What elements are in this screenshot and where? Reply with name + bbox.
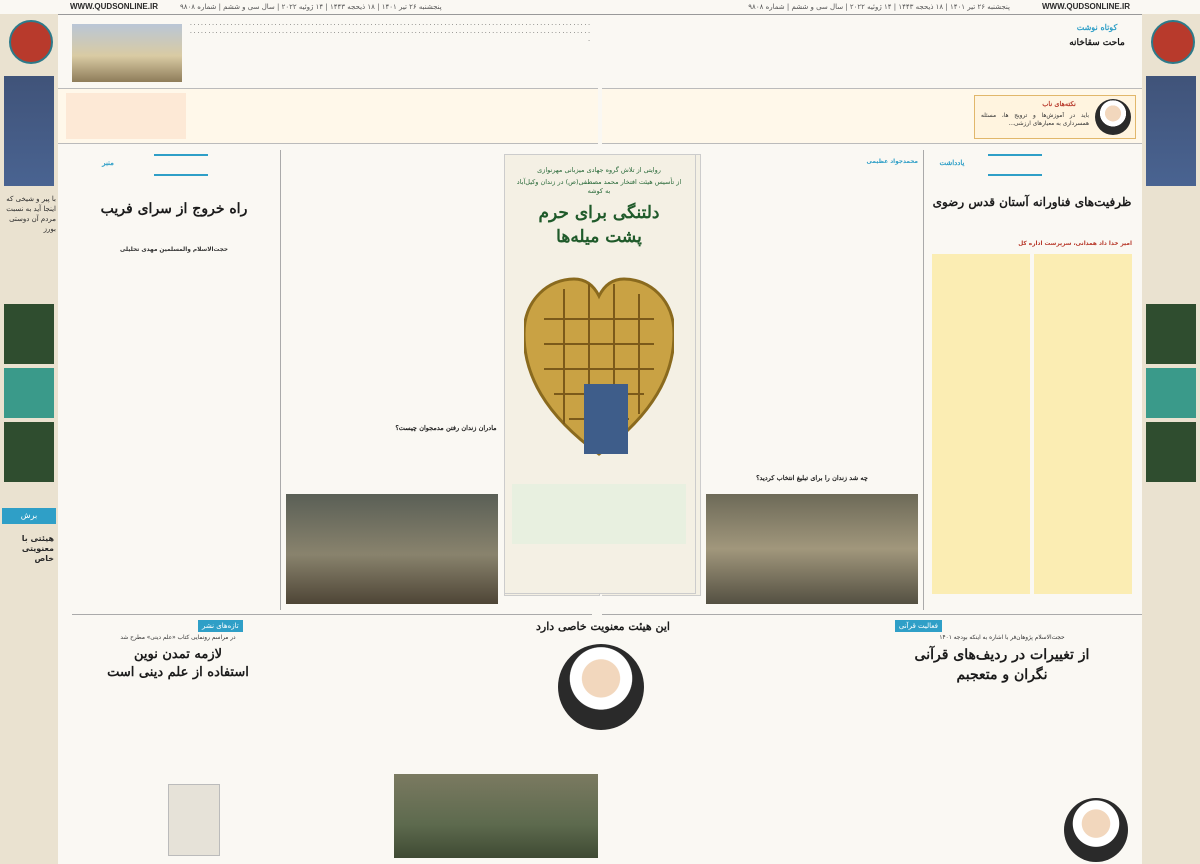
minbar-kicker: منبر [102, 158, 114, 167]
bottom-title-2: نگران و متعجبم [956, 667, 1048, 683]
bottom-divider [602, 614, 1142, 615]
meeting-photo [706, 494, 918, 604]
news-column-1 [78, 690, 174, 860]
center-headline: این هیئت معنویت خاصی دارد [536, 620, 670, 633]
poster-subtitle-1: روایتی از تلاش گروه جهادی میزبانی مهرنوازی [537, 166, 661, 174]
center-cleric-portrait [558, 644, 644, 730]
lead-column-1 [932, 254, 1030, 594]
poster-title-1: دلتنگی برای حرم [538, 203, 660, 223]
center-right-bottom-column-2 [716, 620, 856, 860]
minbar-column-2 [176, 258, 274, 598]
news-kicker: تازه‌های نشر [198, 620, 243, 632]
news-title-2: استفاده از علم دینی است [107, 665, 249, 680]
minbar-title: راه خروج از سرای فریب [100, 201, 248, 217]
quote-strip-right [602, 88, 1142, 144]
strip-cell [462, 93, 592, 139]
quds-logo-right [1151, 20, 1195, 64]
interview-column-1 [814, 172, 918, 472]
side-title-left: هیئتی با معنویتی خاص [21, 534, 54, 563]
interview-column-2 [706, 154, 810, 472]
lead-author: امیر خدا داد همدانی، سرپرست اداره کل [1018, 241, 1132, 247]
bottom-lead: حجت‌الاسلام پژوهان‌فر با اشاره به اینکه بودجه ۱۴۰۱ [939, 635, 1065, 641]
news-title-1: لازمه تمدن نوین [133, 647, 223, 662]
author-name: محمدجواد عظیمی [866, 159, 918, 165]
column-divider [923, 150, 924, 610]
middle-column-1 [286, 154, 390, 424]
quote-author-portrait [1095, 99, 1131, 135]
site-url-left[interactable]: WWW.QUDSONLINE.IR [70, 2, 158, 11]
center-bottom-column [286, 620, 390, 860]
quote-title: نکته‌های ناب [1042, 100, 1076, 108]
prayer-photo [394, 774, 598, 858]
left-sidebar [0, 14, 58, 864]
calligraphy-panel-left [4, 76, 54, 186]
lead-column-2 [1034, 254, 1132, 594]
middle-column-2 [394, 154, 498, 424]
lead-kicker: یادداشت [939, 158, 965, 167]
main-content [58, 14, 1142, 864]
quote-box [974, 95, 1136, 139]
short-column-title: ماحت سقاخانه [1069, 38, 1125, 48]
heart-lattice-graphic [524, 264, 674, 464]
poster [504, 154, 696, 594]
book-cover [168, 784, 220, 856]
poster-title-2: پشت میله‌ها [556, 227, 642, 247]
strip-cell [330, 93, 450, 139]
lead-title: ظرفیت‌های فناورانه آستان قدس رضوی [932, 195, 1132, 209]
bottom-column-1 [872, 694, 1002, 860]
strip-cell [66, 93, 186, 139]
bottom-divider [72, 614, 592, 615]
box-question: چه شد زندان را برای تبلیغ انتخاب کردید؟ [756, 474, 868, 482]
bottom-title-1: از تغییرات در ردیف‌های قرآنی [914, 647, 1090, 663]
strip-cell [198, 93, 318, 139]
short-kicker: کوتاه نوشت [1076, 22, 1118, 32]
top-text-left: . . . . . . . . . . . . . . . . . . . . . . . . . . . . . . . . . . . . . . . . . . . . . . . . . . . . . . . . . . . . . . . . . . . . . . . . . . . . . . . . . . . . . . . . . . . . . . . . . . . . . . . . . . . . . . . . . . . . . . . . . . . . . . . . . . . . . . . . . . . . . . . . . . . . . . . . . . . . . . . . . . . . . . . . . . . . . . . . . . . . . . . . . . . . . . . . . . . . . . . . . . . . . . . . . . . . . . . . . . . [190, 21, 590, 44]
poster-subtitle-2: از تأسیس هیئت افتخار محمد مصطفی(ص) در زندان وکیل‌آباد به کوشه [516, 178, 682, 195]
side-tab-left: برش [2, 508, 56, 524]
issue-date-right: پنجشنبه ۲۶ تیر ۱۴۰۱ | ۱۸ ذیحجه ۱۴۴۳ | ۱۴ ژوئیه ۲۰۲۲ | سال سی و ششم | شماره ۹۸۰۸ [748, 3, 1010, 11]
issue-date-left: پنجشنبه ۲۶ تیر ۱۴۰۱ | ۱۸ ذیحجه ۱۴۴۳ | ۱۴ ژوئیه ۲۰۲۲ | سال سی و ششم | شماره ۹۸۰۸ [180, 3, 442, 11]
poster-content [504, 154, 694, 592]
quote-text: باید در آموزش‌ها و ترویج ها، مسئله همسرداری به معیارهای ارزشی... [981, 113, 1089, 128]
top-bar [0, 0, 1200, 15]
rawaq-logo-right [1146, 304, 1196, 494]
right-sidebar [1142, 14, 1200, 864]
bottom-column-2 [1006, 694, 1132, 794]
quote-strip-left [58, 88, 598, 144]
rawaq-logo-left [4, 304, 54, 494]
site-url-right[interactable]: WWW.QUDSONLINE.IR [1042, 2, 1130, 11]
shrine-photo [72, 24, 182, 82]
note-ornament [988, 154, 1042, 176]
poster-caption-box [512, 484, 686, 544]
column-divider [280, 150, 281, 610]
child-figure [584, 384, 628, 454]
minbar-author: حجت‌الاسلام والمسلمین مهدی تحلیلی [120, 247, 228, 253]
prisoner-question: مادران زندان رفتن مدمجوان چیست؟ [395, 424, 497, 432]
calligraphy-panel-right [1146, 76, 1196, 186]
prison-hall-photo [286, 494, 498, 604]
news-lead: در مراسم رونمایی کتاب «علم دینی» مطرح شد [120, 635, 236, 641]
bottom-kicker: فعالیت قرآنی [895, 620, 942, 632]
top-text-right [612, 20, 1052, 84]
quds-logo-left [9, 20, 53, 64]
minbar-column-1 [74, 258, 172, 598]
sidebar-quote-left: با پیر و شیخی که اینجا آید به نسبت مردم آن دوستی بورز [6, 195, 56, 233]
cleric-portrait [1064, 798, 1128, 862]
minbar-ornament [154, 154, 208, 176]
